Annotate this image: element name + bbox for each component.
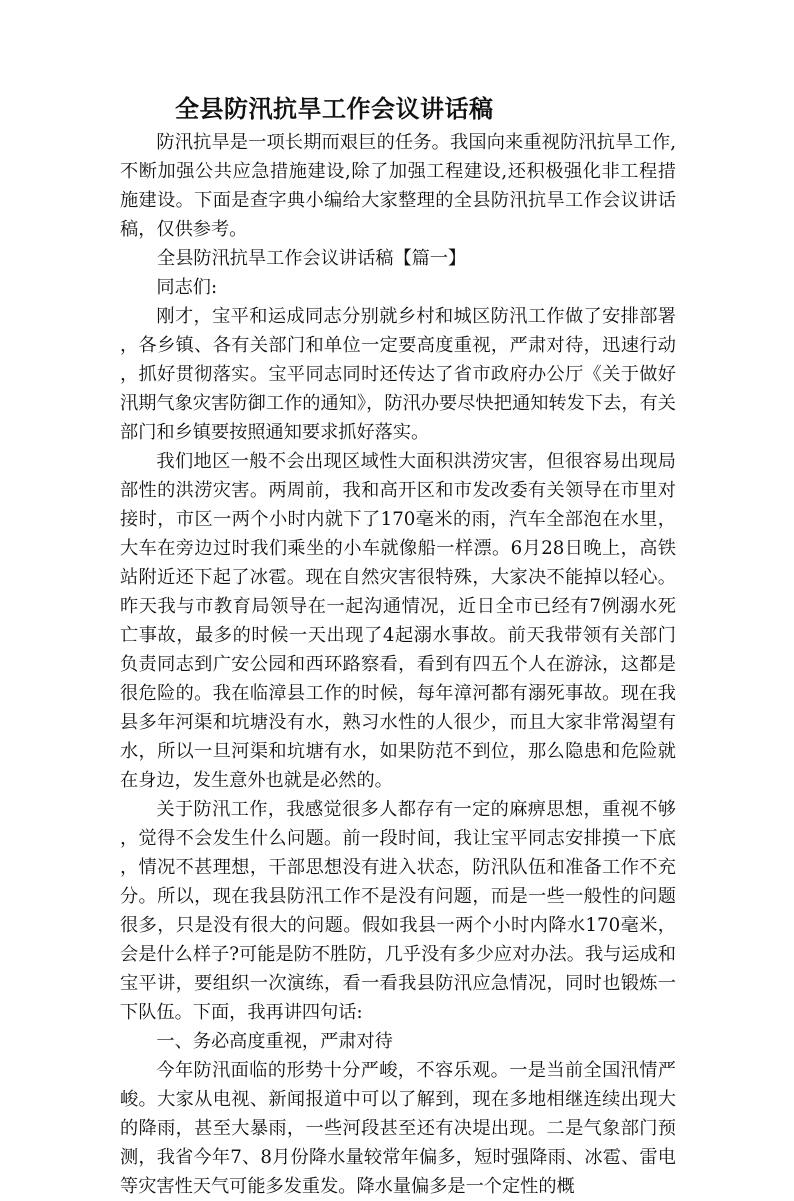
section-subtitle: 全县防汛抗旱工作会议讲话稿【篇一】	[157, 248, 467, 269]
document-page	[120, 92, 676, 1201]
section-heading: 一、务必高度重视，严肃对待	[156, 1031, 393, 1052]
section-paragraph: 今年防汛面临的形势十分严峻，不容乐观。一是当前全国汛情严峻。大家从电视、新闻报道中可以了解到，现在多地相继连续出现大的降雨，甚至大暴雨，一些河段甚至还有决堤出现。二是气象部门预测，我省今年7、8月份降水量较常年偏多，短时强降雨、冰雹、雷电等灾害性天气可能多发重发。降水量偏多是一个定性的概	[120, 1060, 676, 1197]
greeting: 同志们:	[156, 277, 218, 298]
body-paragraph: 关于防汛工作，我感觉很多人都存有一定的麻痹思想，重视不够，觉得不会发生什么问题。前一段时间，我让宝平同志安排摸一下底，情况不甚理想，干部思想没有进入状态，防汛队伍和准备工作不充分。所以，现在我县防汛工作不是没有问题，而是一些一般性的问题很多，只是没有很大的问题。假如我县一两个小时内降水170毫米，会是什么样子?可能是防不胜防，几乎没有多少应对办法。我与运成和宝平讲，要组织一次演练，看一看我县防汛应急情况，同时也锻炼一下队伍。下面，我再讲四句话:	[120, 799, 676, 1023]
body-paragraph: 我们地区一般不会出现区域性大面积洪涝灾害，但很容易出现局部性的洪涝灾害。两周前，我和高开区和市发改委有关领导在市里对接时，市区一两个小时内就下了170毫米的雨，汽车全部泡在水里，大车在旁边过时我们乘坐的小车就像船一样漂。6月28日晚上，高铁站附近还下起了冰雹。现在自然灾害很特殊，大家决不能掉以轻心。昨天我与市教育局领导在一起沟通情况，近日全市已经有7例溺水死亡事故，最多的时候一天出现了4起溺水事故。前天我带领有关部门负责同志到广安公园和西环路察看，看到有四五个人在游泳，这都是很危险的。我在临漳县工作的时候，每年漳河都有溺死事故。现在我县多年河渠和坑塘没有水，熟习水性的人很少，而且大家非常渴望有水，所以一旦河渠和坑塘有水，如果防范不到位，那么隐患和危险就在身边，发生意外也就是必然的。	[120, 451, 676, 791]
body-paragraph: 刚才，宝平和运成同志分别就乡村和城区防汛工作做了安排部署，各乡镇、各有关部门和单位一定要高度重视，严肃对待，迅速行动，抓好贯彻落实。宝平同志同时还传达了省市政府办公厅《关于做好汛期气象灾害防御工作的通知》，防汛办要尽快把通知转发下去，有关部门和乡镇要按照通知要求抓好落实。	[120, 306, 676, 443]
intro-paragraph: 防汛抗旱是一项长期而艰巨的任务。我国向来重视防汛抗旱工作,不断加强公共应急措施建设,除了加强工程建设,还积极强化非工程措施建设。下面是查字典小编给大家整理的全县防汛抗旱工作会议讲话稿，仅供参考。	[120, 132, 676, 240]
document-title: 全县防汛抗旱工作会议讲话稿	[175, 94, 494, 123]
